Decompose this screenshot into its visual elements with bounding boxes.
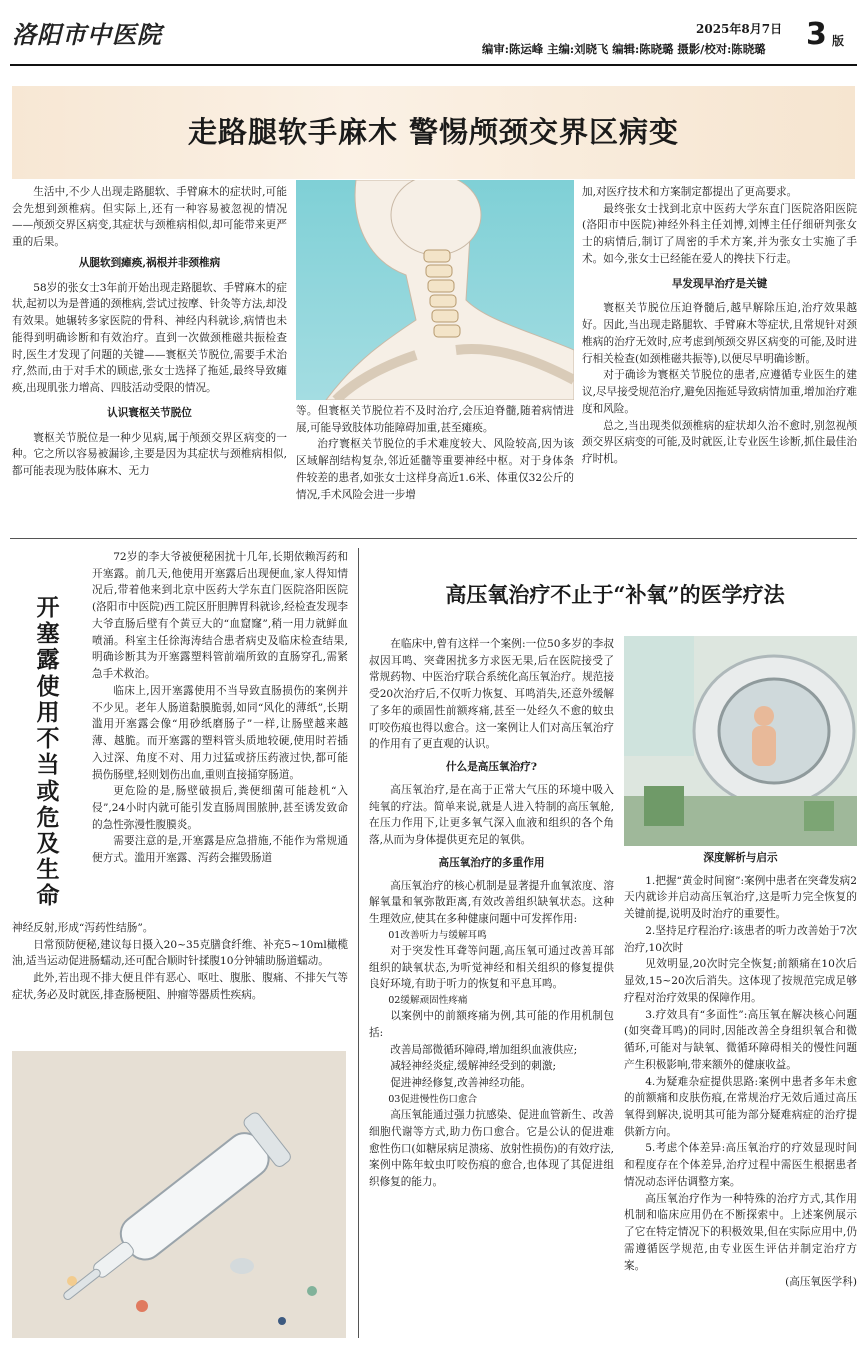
paragraph: 临床上,因开塞露使用不当导致直肠损伤的案例并不少见。老年人肠道黏膜脆弱,如同“风化的薄纸”,长期滥用开塞露会像“用砂纸磨肠子”一样,让肠壁越来越薄、越脆。而开塞露的塑料管头质地较硬,使用时若插入过深、角度不对、用力过猛或挤压药液过快,都可能损伤肠壁,轻则划伤出血,重则直接捅穿肠道。 (92, 684, 348, 781)
hyperbaric-chamber-photo (624, 636, 857, 846)
article1-column-2 (296, 403, 574, 503)
paragraph: 日常预防便秘,建议每日摄入20~35克膳食纤维、补充5~10ml橄榄油,适当运动促进肠蠕动,还可配合顺时针揉腹10分钟辅助肠道蠕动。 (12, 938, 348, 968)
paragraph: 4.为疑难杂症提供思路:案例中患者多年未愈的前额痛和皮肤伤痕,在常规治疗无效后通过高压氧得到解决,说明其可能为部分疑难病症的治疗提供新方向。 (624, 1075, 857, 1138)
enema-tube-photo (12, 1051, 346, 1338)
paragraph: 减轻神经炎症,缓解神经受到的刺激; (390, 1060, 557, 1073)
article3-column-right (624, 850, 857, 1291)
paragraph: 寰枢关节脱位压迫脊髓后,越早解除压迫,治疗效果越好。因此,当出现走路腿软、手臂麻木等症状,且常规针对颈椎病的治疗无效时,应考虑到颅颈交界区病变的可能,及时进行相关检查(如颈椎磁共振等),以便尽早明确诊断。 (582, 302, 857, 365)
paragraph: 此外,若出现不排大便且伴有恶心、呕吐、腹胀、腹痛、不排矢气等症状,务必及时就医,排查肠梗阻、肿瘤等器质性疾病。 (12, 972, 348, 1001)
paragraph: 神经反射,形成“泻药性结肠”。 (12, 922, 154, 934)
numbered-subheading: 01改善听力与缓解耳鸣 (388, 929, 487, 941)
numbered-subheading: 02缓解顽固性疼痛 (388, 995, 468, 1007)
paragraph: 高压氧治疗的核心机制是显著提升血氧浓度、溶解氧量和氧弥散距离,有效改善组织缺氧状态。这种生理效应,使其在多种健康问题中可发挥作用: (369, 879, 614, 926)
paragraph: 更危险的是,肠壁破损后,粪便细菌可能趁机“入侵”,24小时内就可能引发直肠周围脓肿,甚至诱发致命的急性弥漫性腹膜炎。 (92, 785, 348, 831)
section-divider (10, 538, 857, 539)
oxygen-chamber-icon (624, 636, 857, 846)
issue-date: 2025年8月7日 (696, 22, 783, 36)
paragraph: 58岁的张女士3年前开始出现走路腿软、手臂麻木的症状,起初以为是普通的颈椎病,尝试过按摩、针灸等方法,却没有效果。她辗转多家医院的骨科、神经内科就诊,病情也未能得到明确诊断和有效治疗。直到一次做颈椎磁共振检查时,医生才发现了问题的关键——寰枢关节脱位,需要手术治疗,然而,由于对手术的顾虑,张女士选择了拖延,最终导致瘫痪,出现肌张力增高、四肢活动受限的情况。 (12, 281, 287, 395)
paragraph: 生活中,不少人出现走路腿软、手臂麻木的症状时,可能会先想到颈椎病。但实际上,还有一种容易被忽视的情况——颅颈交界区病变,其症状与颈椎病相似,却可能带来更严重的后果。 (12, 186, 287, 249)
subheading: 从腿软到瘫痪,祸根并非颈椎病 (78, 256, 221, 269)
paragraph: 见效明显,20次时完全恢复;前额痛在10次后显效,15~20次后消失。这体现了按规范完成足够疗程对治疗效果的保障作用。 (624, 958, 857, 1004)
subheading: 深度解析与启示 (703, 852, 778, 864)
paragraph: 最终张女士找到北京中医药大学东直门医院洛阳医院(洛阳市中医院)神经外科主任刘博,刘博主任仔细研判张女士的病情后,制订了周密的手术方案,并为张女士实施了手术。如今,张女士已经能在爱人的搀扶下行走。 (582, 202, 857, 265)
source-credit: (高压氧医学科) (785, 1276, 857, 1289)
paragraph: 5.考虑个体差异:高压氧治疗的疗效显现时间和程度存在个体差异,治疗过程中需医生根据患者情况动态评估调整方案。 (624, 1142, 857, 1188)
masthead-logo: 洛阳市中医院 (12, 20, 162, 49)
article2-column-top (92, 549, 348, 867)
subheading: 认识寰枢关节脱位 (107, 406, 192, 419)
paragraph: 高压氧能通过强力抗感染、促进血管新生、改善细胞代谢等方式,助力伤口愈合。它是公认的促进难愈性伤口(如糖尿病足溃疡、放射性损伤)的有效疗法,案例中陈年蚊虫叮咬伤痕的愈合,也体现了其促进组织修复的能力。 (369, 1109, 614, 1189)
paragraph: 总之,当出现类似颈椎病的症状却久治不愈时,别忽视颅颈交界区病变的可能,及时就医,让专业医生诊断,抓住最佳治疗时机。 (582, 419, 857, 466)
subheading: 早发现早治疗是关键 (671, 277, 768, 290)
paragraph: 以案例中的前额疼痛为例,其可能的作用机制包括: (369, 1010, 614, 1039)
page-unit: 版 (832, 34, 845, 48)
paragraph: 高压氧治疗作为一种特殊的治疗方式,其作用机制和临床应用仍在不断探索中。上述案例展示了它在特定情况下的积极效果,但在实际应用中,仍需遵循医学规范,由专业医生评估并制定治疗方案。 (624, 1192, 857, 1272)
paragraph: 促进神经修复,改善神经功能。 (390, 1077, 532, 1090)
paragraph: 高压氧治疗,是在高于正常大气压的环境中吸入纯氧的疗法。简单来说,就是人进入特制的高压氧舱,在压力作用下,让更多氧气深入血液和组织的各个角落,从而为身体提供更充足的氧供。 (369, 783, 614, 847)
paragraph: 2.坚持足疗程治疗:该患者的听力改善始于7次治疗,10次时 (624, 924, 857, 954)
article3-headline: 高压氧治疗不止于“补氧”的医学疗法 (445, 582, 785, 607)
numbered-subheading: 03促进慢性伤口愈合 (388, 1093, 478, 1105)
subheading: 什么是高压氧治疗? (446, 761, 537, 774)
column-divider (358, 548, 359, 1338)
article2-vertical-headline: 开塞露使用不当或危及生命 (36, 594, 60, 910)
paragraph: 3.疗效具有“多面性”:高压氧在解决核心问题(如突聋耳鸣)的同时,因能改善全身组织氧合和微循环,可能对与缺氧、微循环障碍相关的慢性问题产生积极影响,带来额外的健康收益。 (624, 1008, 857, 1071)
article1-column-1 (12, 184, 287, 480)
paragraph: 需要注意的是,开塞露是应急措施,不能作为常规通便方式。滥用开塞露、泻药会摧毁肠道 (92, 835, 348, 865)
spine-illustration (296, 180, 574, 400)
syringe-icon (12, 1051, 346, 1338)
header-rule (10, 64, 857, 66)
paragraph: 加,对医疗技术和方案制定都提出了更高要求。 (582, 186, 798, 198)
article1-column-3 (582, 184, 857, 468)
paragraph: 等。但寰枢关节脱位若不及时治疗,会压迫脊髓,随着病情进展,可能导致肢体功能障碍加重,甚至瘫痪。 (296, 405, 574, 434)
neck-spine-icon (296, 180, 574, 400)
paragraph: 改善局部微循环障碍,增加组织血液供应; (390, 1043, 578, 1056)
article3-column-left (369, 636, 614, 1191)
page-number: 3 (806, 17, 827, 52)
paragraph: 对于确诊为寰枢关节脱位的患者,应遵循专业医生的建议,尽早接受规范治疗,避免因拖延导致病情加重,增加治疗难度和风险。 (582, 369, 857, 415)
article1-headline: 走路腿软手麻木 警惕颅颈交界区病变 (187, 115, 680, 149)
paragraph: 寰枢关节脱位是一种少见病,属于颅颈交界区病变的一种。它之所以容易被漏诊,主要是因为其症状与颈椎病相似,都可能表现为肢体麻木、无力 (12, 431, 287, 478)
subheading: 高压氧治疗的多重作用 (438, 856, 545, 869)
paragraph: 在临床中,曾有这样一个案例:一位50多岁的李叔叔因耳鸣、突聋困扰多方求医无果,后在医院接受了常规药物、中医治疗联合系统化高压氧治疗。规范接受20次治疗后,不仅听力恢复、耳鸣消失,还意外缓解了多年的顽固性前额疼痛,甚至一处经久不愈的蚊虫叮咬伤痕也得以愈合。这一案例让人们对高压氧治疗的作用有了更直观的认识。 (369, 638, 614, 751)
paragraph: 1.把握“黄金时间窗”:案例中患者在突聋发病2天内就诊并启动高压氧治疗,这是听力完全恢复的关键前提,说明及时治疗的重要性。 (624, 874, 857, 921)
editor-credits: 编审:陈运峰 主编:刘晓飞 编辑:陈晓璐 摄影/校对:陈晓璐 (482, 42, 766, 56)
article2-column-bottom (12, 920, 348, 1004)
paragraph: 对于突发性耳聋等问题,高压氧可通过改善耳部组织的缺氧状态,为听觉神经和相关组织的修复提供良好环境,有助于听力的恢复和平息耳鸣。 (369, 944, 614, 991)
paragraph: 72岁的李大爷被便秘困扰十几年,长期依赖泻药和开塞露。前几天,他使用开塞露后出现便血,家人得知情况后,带着他来到北京中医药大学东直门医院洛阳医院(洛阳市中医院)西工院区肝胆脾胃科就诊,经检查发现李大爷直肠后壁有个黄豆大的“血窟窿”,稍一用力就鲜血喷涌。科室主任徐海涛结合患者病史及临床检查结果,明确诊断其为开塞露塑料管前端所致的直肠穿孔,需紧急手术救治。 (92, 551, 348, 681)
paragraph: 治疗寰枢关节脱位的手术难度较大、风险较高,因为该区域解剖结构复杂,邻近延髓等重要神经中枢。对于身体条件较差的患者,如张女士这样身高近1.6米、体重仅32公斤的情况,手术风险会进一步增 (296, 438, 574, 501)
